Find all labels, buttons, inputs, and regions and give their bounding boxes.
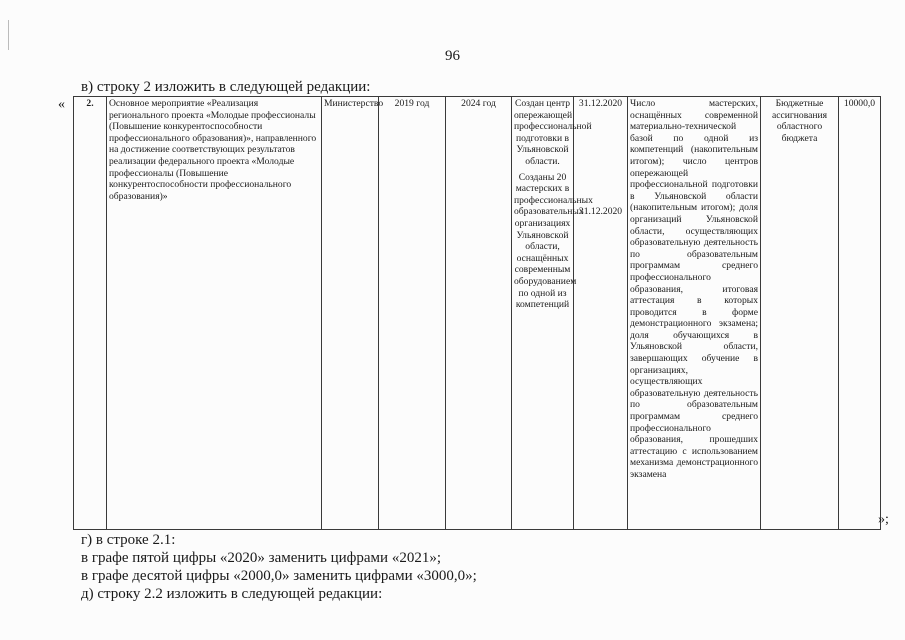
amendment-line-4: д) строку 2.2 изложить в следующей редакции:: [81, 586, 383, 602]
page-number: 96: [445, 48, 460, 64]
dates-cell: [574, 97, 628, 530]
funding-source-cell: Бюджетные ассигнования областного бюджета: [761, 97, 839, 530]
amendment-line-3: в графе десятой цифры «2000,0» заменить цифрами «3000,0»;: [81, 568, 477, 584]
date-2: 31.12.2020: [578, 205, 623, 217]
amount-cell: 10000,0: [839, 97, 881, 530]
opening-quote: «: [58, 97, 65, 112]
result-2: Созданы 20 мастерских в профессиональных образовательных организациях Ульяновской области, оснащённых современным оборудованием по одной из компетенций: [514, 171, 593, 311]
amendment-line-2: в графе пятой цифры «2020» заменить цифрами «2021»;: [81, 550, 441, 566]
expected-results-cell: [512, 97, 593, 530]
amendment-line-1: г) в строке 2.1:: [81, 532, 176, 548]
measure-name-cell: Основное мероприятие «Реализация регионального проекта «Молодые профессионалы (Повышение конкурентоспособности профессионального образования)», направленного на достижение соответствующих результатов реализации федерального проекта «Молодые профессионалы (Повышение конкурентоспособности профессионального образования)»: [107, 97, 322, 530]
indicators-cell: Число мастерских, оснащённых современной материально-технической базой по одной из компетенций (накопительным итогом); число центров опережающей профессиональной подготовки в Ульяновской области (накопительным итогом); доля организаций Ульяновской области, осуществляющих образовательную деятельность по образовательным программам среднего профессионального образования, итоговая аттестация в которых проводится в форме демонстрационного экзамена; доля обучающихся в Ульяновской области, завершающих обучение в организациях, осуществляющих образовательную деятельность по образовательным программам среднего профессионального образования, прошедших аттестацию с использованием механизма демонстрационного экзамена: [628, 97, 761, 530]
start-year-cell: 2019 год: [379, 97, 446, 530]
table-row: [74, 97, 881, 530]
amendment-intro: в) строку 2 изложить в следующей редакции:: [81, 79, 371, 95]
amendment-text: [81, 531, 477, 603]
row-number-cell: 2.: [74, 97, 107, 530]
measures-table: [73, 96, 881, 530]
result-1: Создан центр опережающей профессиональной подготовки в Ульяновской области.: [514, 98, 592, 167]
margin-mark: [8, 20, 9, 50]
end-year-cell: 2024 год: [446, 97, 512, 530]
executor-cell: Министерство: [322, 97, 379, 530]
date-1: 31.12.2020: [578, 98, 623, 109]
closing-quote: »;: [878, 512, 889, 527]
